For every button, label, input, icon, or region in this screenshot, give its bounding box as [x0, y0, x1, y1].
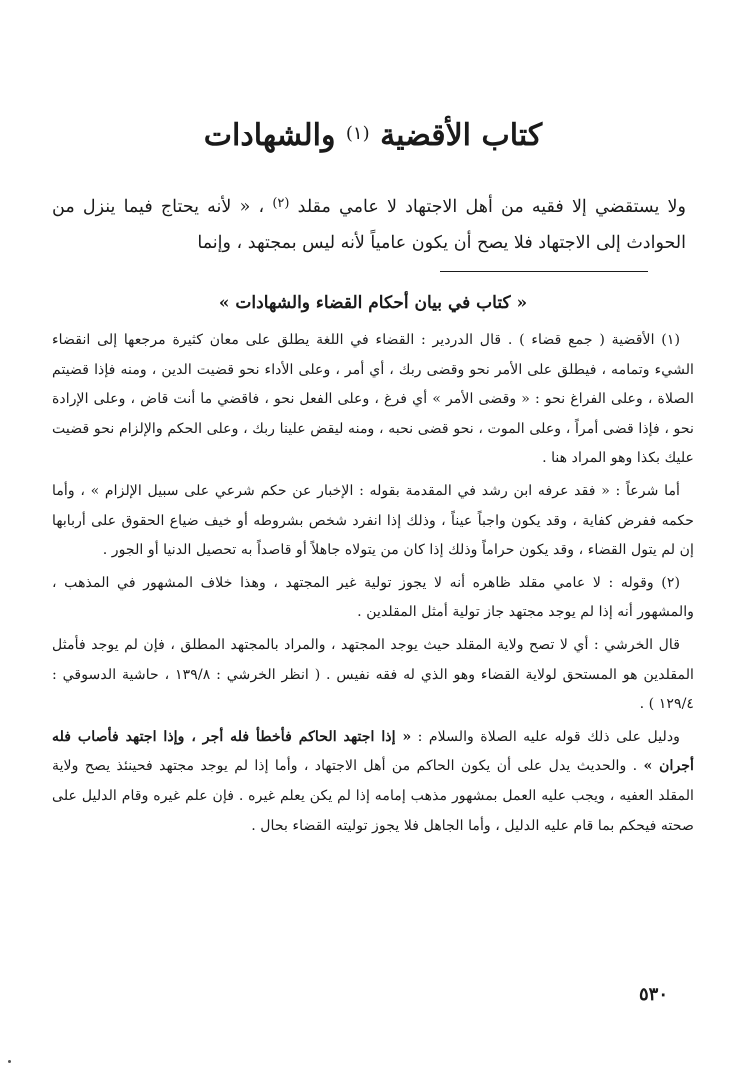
footnote-2-khurashi: قال الخرشي : أي لا تصح ولاية المقلد حيث يوجد المجتهد ، والمراد بالمجتهد المطلق ، فإن لم يوجد فأمثل المقلدين هو المستحق لولاية القضاء وهو الذي له فقه نفيس . ( انظر الخرشي : ١٣٩/٨ ، حاشية الدسوقي : ١٢٩/٤ ) .	[52, 636, 694, 713]
page-title	[60, 112, 686, 158]
footnote-2-evidence	[52, 723, 694, 841]
title-text: كتاب الأقضية	[380, 118, 543, 154]
main-footnote-mark[interactable]: (٢)	[272, 196, 290, 211]
title-footnote-mark[interactable]: (١)	[345, 123, 370, 145]
footnote-1: (١) الأقضية ( جمع قضاء ) . قال الدردير : القضاء في اللغة يطلق على معان كثيرة مرجعها إلى انقضاء الشيء وتمامه ، فيطلق على الأمر نحو وقضى ربك ، أي أمر ، وعلى الأداء نحو قضيت الدين ، ومنه فإذا قضيتم الصلاة ، وعلى الفراغ نحو : « وقضى الأمر » أي فرغ ، وعلى الفعل نحو ، فاقضي ما أنت قاض ، وعلى الإرادة نحو ، فإذا قضى أمراً ، وعلى الموت ، نحو قضى نحبه ، ومنه ليقض علينا ربك ، وعلى الحكم والإلزام نحو قضيت عليك بكذا وهو المراد هنا .	[52, 332, 694, 467]
evidence-explanation: . والحديث يدل على أن يكون الحاكم من أهل الاجتهاد ، وأما إذا لم يوجد مجتهد فحينئذ يصح ولاية المقلد العفيه ، ويجب عليه العمل بمشهور مذهب إمامه إذا لم يكن يعلم غيره . فإن علم غيره وقام الدليل على صحته فيحكم بما قام عليه الدليل ، وأما الجاهل فلا يجوز توليته القضاء بحال .	[52, 758, 694, 834]
scan-mark	[8, 1060, 11, 1063]
footnote-heading: « كتاب في بيان أحكام القضاء والشهادات »	[218, 293, 528, 313]
main-text-part1: ولا يستقضي إلا فقيه من أهل الاجتهاد لا عامي مقلد	[297, 197, 686, 217]
evidence-intro: ودليل على ذلك قوله عليه الصلاة والسلام :	[417, 728, 681, 745]
hadith-quote: « إذا اجتهد الحاكم فأخطأ فله أجر ، وإذا اجتهد فأصاب فله أجران »	[52, 728, 694, 775]
page-number: ٥٣٠	[638, 984, 668, 1005]
footnotes-section	[52, 326, 694, 844]
footnote-1-continued: أما شرعاً : « فقد عرفه ابن رشد في المقدمة بقوله : الإخبار عن حكم شرعي على سبيل الإلزام » ، وأما حكمه ففرض كفاية ، وقد يكون واجباً عيناً ، وذلك إذا انفرد شخص بشروطه أو خيف ضياع الحقوق على أربابها إن لم يتول القضاء ، وقد يكون حراماً وذلك إذا كان من يتولاه جاهلاً أو قاصداً به تحصيل الدنيا أو الجور .	[52, 482, 694, 559]
title-text-after: والشهادات	[203, 118, 336, 154]
main-text	[52, 186, 686, 261]
footnote-separator	[440, 271, 648, 272]
main-text-part2: ، « لأنه يحتاج فيما ينزل من الحوادث إلى الاجتهاد فلا يصح أن يكون عامياً لأنه ليس بمجتهد ، وإنما	[52, 197, 686, 253]
main-paragraph	[52, 186, 686, 261]
footnote-2: (٢) وقوله : لا عامي مقلد ظاهره أنه لا يجوز تولية غير المجتهد ، وهذا خلاف المشهور في المذهب ، والمشهور أنه إذا لم يوجد مجتهد جاز تولية أمثل المقلدين .	[52, 574, 694, 621]
